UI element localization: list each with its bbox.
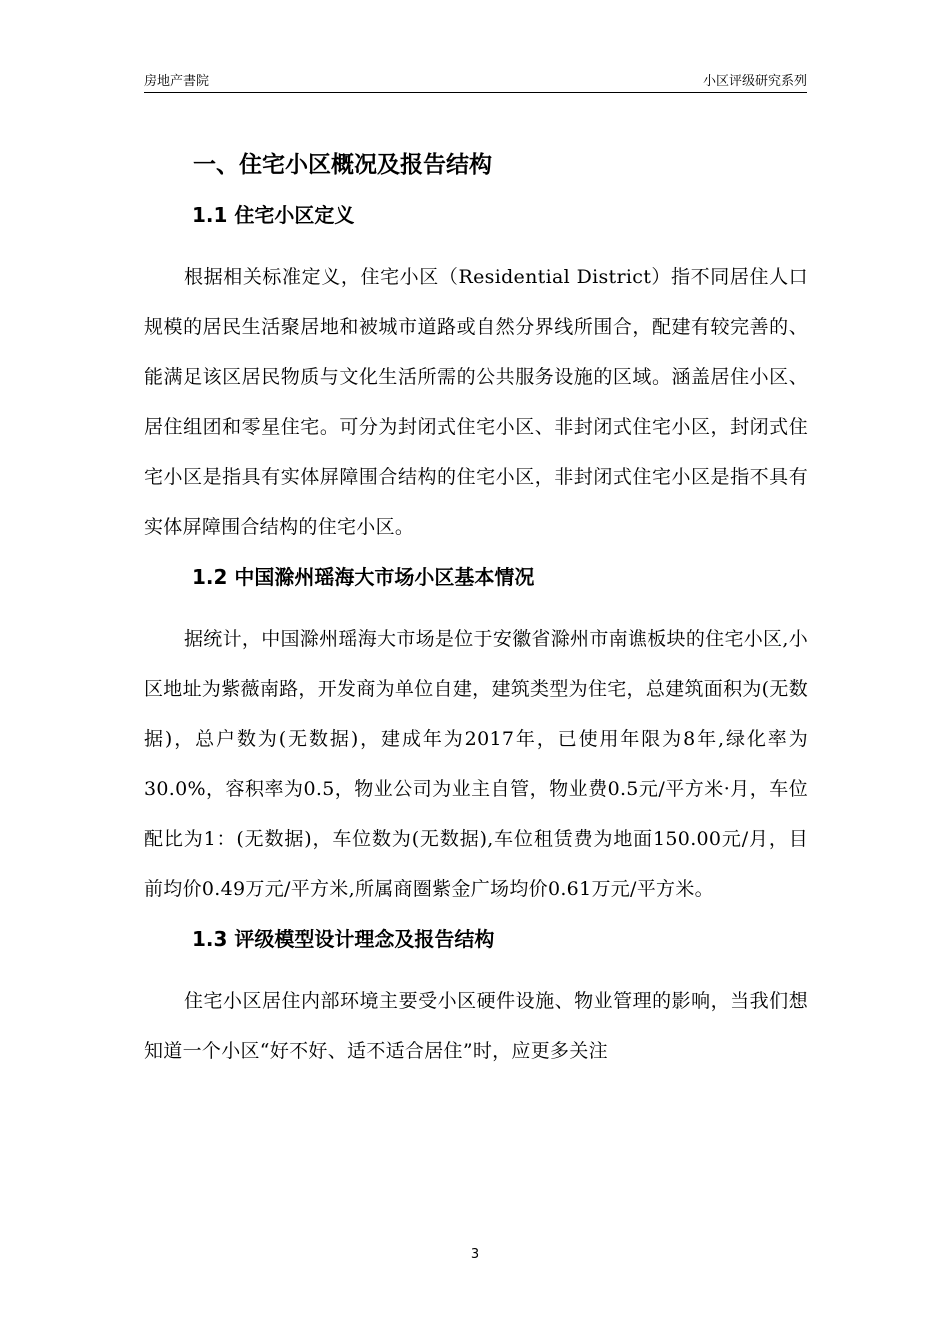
section-heading: 1.3 评级模型设计理念及报告结构 [192,927,495,951]
page-number: 3 [470,1247,480,1262]
section-paragraph: 据统计，中国滁州瑶海大市场是位于安徽省滁州市南谯板块的住宅小区,小区地址为紫薇南路，开发商为单位自建，建筑类型为住宅，总建筑面积为(无数据)，总户数为(无数据)，建成年为2017年，已使用年限为8年,绿化率为30.0%，容积率为0.5，物业公司为业主自管，物业费0.5元/平方米·月，车位配比为1：(无数据)，车位数为(无数据),车位租赁费为地面150.00元/月，目前均价0.49万元/平方米,所属商圈紫金广场均价0.61万元/平方米。 [144,628,808,900]
header-series-title: 小区评级研究系列 [702,74,807,89]
section-model-design [144,914,808,1076]
section-heading: 1.1 住宅小区定义 [192,203,355,227]
section-paragraph: 根据相关标准定义，住宅小区（Residential District）指不同居住人口规模的居民生活聚居地和被城市道路或自然分界线所围合，配建有较完善的、能满足该区居民物质与文化生活所需的公共服务设施的区域。涵盖居住小区、居住组团和零星住宅。可分为封闭式住宅小区、非封闭式住宅小区，封闭式住宅小区是指具有实体屏障围合结构的住宅小区，非封闭式住宅小区是指不具有实体屏障围合结构的住宅小区。 [144,266,808,538]
section-definition [144,190,808,552]
chapter-title: 一、住宅小区概况及报告结构 [193,152,492,178]
page-header [144,68,807,93]
header-publisher: 房地产書院 [144,74,210,89]
section-paragraph: 住宅小区居住内部环境主要受小区硬件设施、物业管理的影响，当我们想知道一个小区“好不好、适不适合居住”时，应更多关注 [144,990,808,1062]
document-body [144,140,808,1076]
section-basic-info [144,552,808,914]
section-heading: 1.2 中国滁州瑶海大市场小区基本情况 [192,565,535,589]
